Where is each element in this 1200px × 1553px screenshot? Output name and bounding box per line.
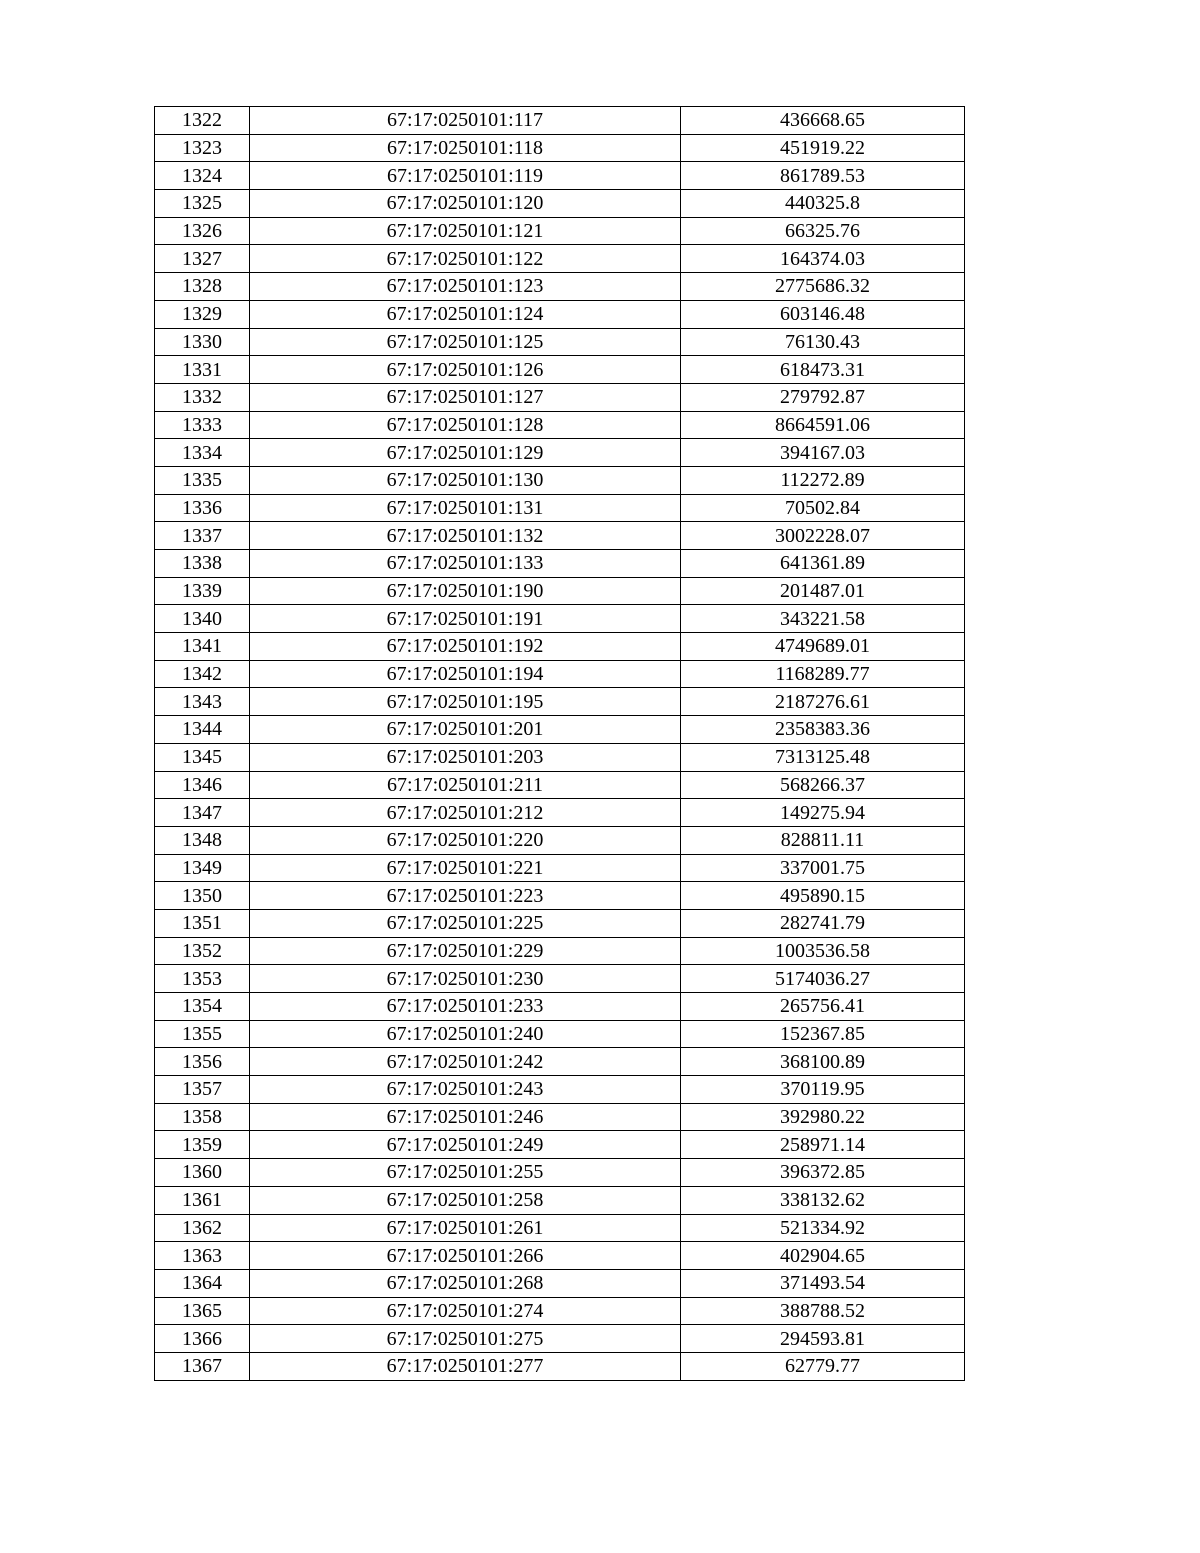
value-cell: 5174036.27 (681, 965, 965, 993)
cadastral-number-cell: 67:17:0250101:225 (250, 909, 681, 937)
table-row (155, 1325, 965, 1353)
row-number-cell: 1339 (155, 577, 250, 605)
row-number-cell: 1357 (155, 1076, 250, 1104)
table-row (155, 1048, 965, 1076)
row-number-cell: 1326 (155, 217, 250, 245)
value-cell: 618473.31 (681, 356, 965, 384)
value-cell: 641361.89 (681, 550, 965, 578)
row-number-cell: 1349 (155, 854, 250, 882)
cadastral-number-cell: 67:17:0250101:274 (250, 1297, 681, 1325)
cadastral-number-cell: 67:17:0250101:242 (250, 1048, 681, 1076)
table-row (155, 605, 965, 633)
row-number-cell: 1333 (155, 411, 250, 439)
value-cell: 495890.15 (681, 882, 965, 910)
table-row (155, 466, 965, 494)
table-row (155, 383, 965, 411)
table-row (155, 826, 965, 854)
table-row (155, 273, 965, 301)
value-cell: 201487.01 (681, 577, 965, 605)
value-cell: 2187276.61 (681, 688, 965, 716)
value-cell: 603146.48 (681, 300, 965, 328)
table-row (155, 1131, 965, 1159)
row-number-cell: 1343 (155, 688, 250, 716)
row-number-cell: 1338 (155, 550, 250, 578)
cadastral-number-cell: 67:17:0250101:223 (250, 882, 681, 910)
table-row (155, 1186, 965, 1214)
cadastral-number-cell: 67:17:0250101:246 (250, 1103, 681, 1131)
table-row (155, 1020, 965, 1048)
value-cell: 568266.37 (681, 771, 965, 799)
row-number-cell: 1323 (155, 134, 250, 162)
cadastral-number-cell: 67:17:0250101:118 (250, 134, 681, 162)
row-number-cell: 1327 (155, 245, 250, 273)
cadastral-number-cell: 67:17:0250101:275 (250, 1325, 681, 1353)
table-row (155, 688, 965, 716)
table-row (155, 1352, 965, 1380)
value-cell: 152367.85 (681, 1020, 965, 1048)
table-row (155, 799, 965, 827)
table-row (155, 633, 965, 661)
row-number-cell: 1351 (155, 909, 250, 937)
cadastral-number-cell: 67:17:0250101:119 (250, 162, 681, 190)
table-row (155, 300, 965, 328)
value-cell: 258971.14 (681, 1131, 965, 1159)
row-number-cell: 1360 (155, 1159, 250, 1187)
value-cell: 371493.54 (681, 1269, 965, 1297)
cadastral-number-cell: 67:17:0250101:124 (250, 300, 681, 328)
value-cell: 828811.11 (681, 826, 965, 854)
cadastral-number-cell: 67:17:0250101:220 (250, 826, 681, 854)
cadastral-number-cell: 67:17:0250101:277 (250, 1352, 681, 1380)
row-number-cell: 1325 (155, 190, 250, 218)
row-number-cell: 1335 (155, 466, 250, 494)
table-row (155, 522, 965, 550)
row-number-cell: 1359 (155, 1131, 250, 1159)
table-row (155, 743, 965, 771)
row-number-cell: 1358 (155, 1103, 250, 1131)
value-cell: 337001.75 (681, 854, 965, 882)
value-cell: 3002228.07 (681, 522, 965, 550)
cadastral-number-cell: 67:17:0250101:133 (250, 550, 681, 578)
table-row (155, 550, 965, 578)
value-cell: 343221.58 (681, 605, 965, 633)
table-row (155, 660, 965, 688)
row-number-cell: 1334 (155, 439, 250, 467)
cadastral-number-cell: 67:17:0250101:258 (250, 1186, 681, 1214)
cadastral-number-cell: 67:17:0250101:125 (250, 328, 681, 356)
value-cell: 2358383.36 (681, 716, 965, 744)
value-cell: 70502.84 (681, 494, 965, 522)
cadastral-number-cell: 67:17:0250101:212 (250, 799, 681, 827)
row-number-cell: 1362 (155, 1214, 250, 1242)
cadastral-number-cell: 67:17:0250101:128 (250, 411, 681, 439)
value-cell: 1003536.58 (681, 937, 965, 965)
cadastral-number-cell: 67:17:0250101:230 (250, 965, 681, 993)
row-number-cell: 1348 (155, 826, 250, 854)
row-number-cell: 1355 (155, 1020, 250, 1048)
table-row (155, 134, 965, 162)
value-cell: 394167.03 (681, 439, 965, 467)
cadastral-number-cell: 67:17:0250101:195 (250, 688, 681, 716)
value-cell: 149275.94 (681, 799, 965, 827)
value-cell: 4749689.01 (681, 633, 965, 661)
cadastral-number-cell: 67:17:0250101:123 (250, 273, 681, 301)
row-number-cell: 1328 (155, 273, 250, 301)
table-row (155, 190, 965, 218)
cadastral-number-cell: 67:17:0250101:266 (250, 1242, 681, 1270)
cadastral-number-cell: 67:17:0250101:203 (250, 743, 681, 771)
value-cell: 8664591.06 (681, 411, 965, 439)
table-row (155, 1103, 965, 1131)
cadastral-number-cell: 67:17:0250101:130 (250, 466, 681, 494)
cadastral-number-cell: 67:17:0250101:194 (250, 660, 681, 688)
row-number-cell: 1350 (155, 882, 250, 910)
cadastral-number-cell: 67:17:0250101:233 (250, 993, 681, 1021)
table-row (155, 356, 965, 384)
cadastral-number-cell: 67:17:0250101:192 (250, 633, 681, 661)
value-cell: 436668.65 (681, 107, 965, 135)
value-cell: 396372.85 (681, 1159, 965, 1187)
row-number-cell: 1341 (155, 633, 250, 661)
cadastral-number-cell: 67:17:0250101:121 (250, 217, 681, 245)
table-row (155, 494, 965, 522)
row-number-cell: 1352 (155, 937, 250, 965)
cadastral-number-cell: 67:17:0250101:120 (250, 190, 681, 218)
row-number-cell: 1342 (155, 660, 250, 688)
table-row (155, 1269, 965, 1297)
table-row (155, 162, 965, 190)
value-cell: 440325.8 (681, 190, 965, 218)
row-number-cell: 1340 (155, 605, 250, 633)
table-row (155, 854, 965, 882)
cadastral-number-cell: 67:17:0250101:201 (250, 716, 681, 744)
cadastral-number-cell: 67:17:0250101:249 (250, 1131, 681, 1159)
table-row (155, 937, 965, 965)
value-cell: 392980.22 (681, 1103, 965, 1131)
row-number-cell: 1354 (155, 993, 250, 1021)
value-cell: 521334.92 (681, 1214, 965, 1242)
value-cell: 112272.89 (681, 466, 965, 494)
cadastral-number-cell: 67:17:0250101:261 (250, 1214, 681, 1242)
cadastral-number-cell: 67:17:0250101:229 (250, 937, 681, 965)
row-number-cell: 1366 (155, 1325, 250, 1353)
row-number-cell: 1361 (155, 1186, 250, 1214)
cadastral-number-cell: 67:17:0250101:191 (250, 605, 681, 633)
cadastral-number-cell: 67:17:0250101:131 (250, 494, 681, 522)
value-cell: 7313125.48 (681, 743, 965, 771)
row-number-cell: 1344 (155, 716, 250, 744)
table-row (155, 965, 965, 993)
table-row (155, 716, 965, 744)
table-row (155, 771, 965, 799)
table-row (155, 411, 965, 439)
value-cell: 164374.03 (681, 245, 965, 273)
cadastral-number-cell: 67:17:0250101:126 (250, 356, 681, 384)
table-body (155, 107, 965, 1381)
row-number-cell: 1324 (155, 162, 250, 190)
row-number-cell: 1365 (155, 1297, 250, 1325)
table-row (155, 328, 965, 356)
value-cell: 368100.89 (681, 1048, 965, 1076)
value-cell: 265756.41 (681, 993, 965, 1021)
table-row (155, 909, 965, 937)
table-row (155, 577, 965, 605)
table-row (155, 1297, 965, 1325)
table-row (155, 439, 965, 467)
value-cell: 2775686.32 (681, 273, 965, 301)
value-cell: 62779.77 (681, 1352, 965, 1380)
value-cell: 388788.52 (681, 1297, 965, 1325)
table-row (155, 1159, 965, 1187)
row-number-cell: 1353 (155, 965, 250, 993)
table-row (155, 217, 965, 245)
cadastral-number-cell: 67:17:0250101:243 (250, 1076, 681, 1104)
row-number-cell: 1347 (155, 799, 250, 827)
table-row (155, 245, 965, 273)
cadastral-number-cell: 67:17:0250101:190 (250, 577, 681, 605)
cadastral-number-cell: 67:17:0250101:122 (250, 245, 681, 273)
value-cell: 370119.95 (681, 1076, 965, 1104)
cadastral-value-table (154, 106, 965, 1381)
value-cell: 294593.81 (681, 1325, 965, 1353)
value-cell: 66325.76 (681, 217, 965, 245)
row-number-cell: 1356 (155, 1048, 250, 1076)
value-cell: 451919.22 (681, 134, 965, 162)
row-number-cell: 1364 (155, 1269, 250, 1297)
value-cell: 1168289.77 (681, 660, 965, 688)
cadastral-number-cell: 67:17:0250101:127 (250, 383, 681, 411)
table-row (155, 1242, 965, 1270)
row-number-cell: 1330 (155, 328, 250, 356)
table-row (155, 882, 965, 910)
cadastral-number-cell: 67:17:0250101:211 (250, 771, 681, 799)
row-number-cell: 1363 (155, 1242, 250, 1270)
table-row (155, 1076, 965, 1104)
value-cell: 282741.79 (681, 909, 965, 937)
value-cell: 402904.65 (681, 1242, 965, 1270)
cadastral-number-cell: 67:17:0250101:117 (250, 107, 681, 135)
row-number-cell: 1345 (155, 743, 250, 771)
value-cell: 338132.62 (681, 1186, 965, 1214)
cadastral-number-cell: 67:17:0250101:255 (250, 1159, 681, 1187)
row-number-cell: 1367 (155, 1352, 250, 1380)
table-row (155, 1214, 965, 1242)
row-number-cell: 1331 (155, 356, 250, 384)
row-number-cell: 1332 (155, 383, 250, 411)
row-number-cell: 1337 (155, 522, 250, 550)
cadastral-number-cell: 67:17:0250101:132 (250, 522, 681, 550)
row-number-cell: 1336 (155, 494, 250, 522)
cadastral-number-cell: 67:17:0250101:221 (250, 854, 681, 882)
cadastral-number-cell: 67:17:0250101:268 (250, 1269, 681, 1297)
value-cell: 861789.53 (681, 162, 965, 190)
row-number-cell: 1329 (155, 300, 250, 328)
cadastral-number-cell: 67:17:0250101:129 (250, 439, 681, 467)
row-number-cell: 1346 (155, 771, 250, 799)
value-cell: 76130.43 (681, 328, 965, 356)
cadastral-number-cell: 67:17:0250101:240 (250, 1020, 681, 1048)
table-row (155, 993, 965, 1021)
value-cell: 279792.87 (681, 383, 965, 411)
table-row (155, 107, 965, 135)
row-number-cell: 1322 (155, 107, 250, 135)
